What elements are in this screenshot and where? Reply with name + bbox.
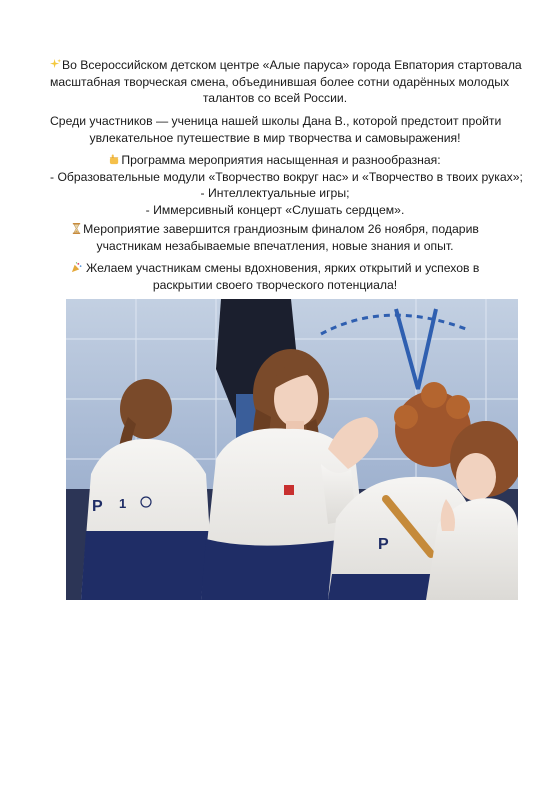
sparkles-icon [50, 59, 61, 70]
paragraph-line: Мероприятие завершится грандиозным финалом 26 ноября, подарив [83, 222, 479, 236]
paragraph-line: масштабная творческая смена, объединившая более сотни одарённых молодых [50, 74, 510, 89]
paragraph-line: увлекательное путешествие в мир творчества и самовыражения! [89, 130, 461, 145]
paragraph-line: раскрытии своего творческого потенциала! [152, 277, 398, 292]
paragraph-line: участникам незабываемые впечатления, новые знания и опыт. [96, 238, 454, 253]
paragraph-line: Желаем участникам смены вдохновения, ярких открытий и успехов в [82, 261, 480, 275]
party-popper-icon [71, 262, 82, 273]
event-photo [66, 299, 518, 600]
svg-text:1: 1 [119, 496, 127, 511]
event-photo-illustration [66, 299, 518, 600]
paragraph-line: Во Всероссийском детском центре «Алые паруса» города Евпатория стартовала [62, 58, 522, 72]
paragraph-line: Программа мероприятия насыщенная и разнообразная: [121, 153, 441, 167]
hourglass-icon [71, 223, 82, 234]
svg-text:P: P [378, 536, 389, 553]
paragraph-intro [50, 57, 522, 107]
list-item: - Интеллектуальные игры; [200, 186, 350, 201]
paragraph-participant [50, 113, 500, 146]
svg-text:P: P [92, 498, 103, 515]
list-item: - Образовательные модули «Творчество вокруг нас» и «Творчество в твоих руках»; [50, 169, 523, 184]
pointing-hand-icon [109, 154, 120, 165]
list-item: - Иммерсивный концерт «Слушать сердцем». [145, 202, 405, 217]
paragraph-line: талантов со всей России. [202, 91, 348, 106]
paragraph-program [50, 152, 523, 218]
paragraph-line: Среди участников — ученица нашей школы Дана В., которой предстоит пройти [50, 114, 502, 128]
paragraph-finale [50, 221, 500, 254]
paragraph-wishes [50, 260, 500, 293]
